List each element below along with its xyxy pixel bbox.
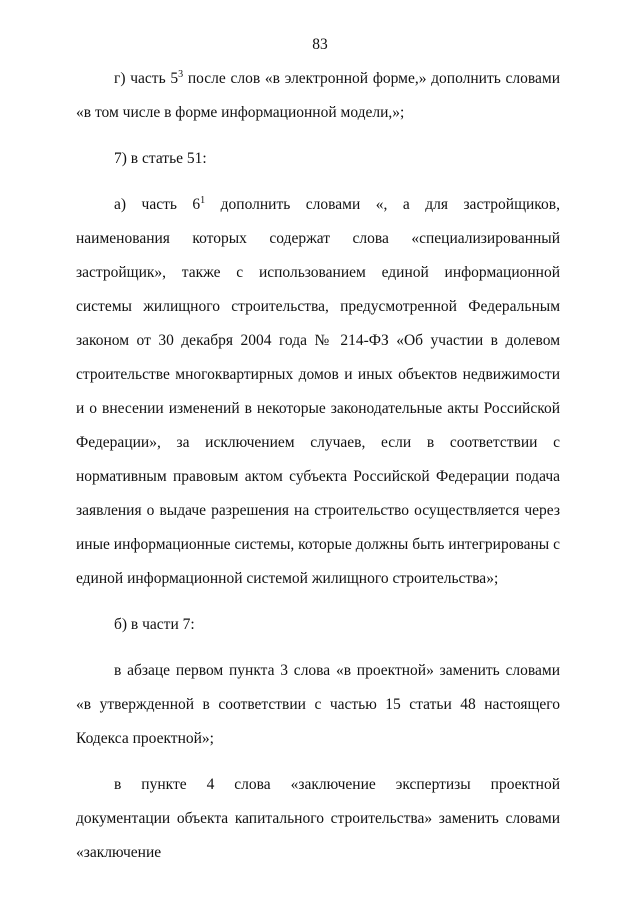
superscript: 1 <box>200 195 206 206</box>
paragraph-amendment-a <box>76 188 560 596</box>
paragraph-text: г) часть 5 <box>114 70 179 87</box>
paragraph-text: дополнить словами «, а для застройщиков, наименования которых содержат слова «специализированный застройщик», также с использованием единой информационной системы жилищного строительства, предусмотренной Федеральным законом от 30 декабря 2004 года № 214-ФЗ «Об участии в долевом строительстве многоквартирных домов и иных объектов недвижимости и о внесении изменений в некоторые законодательные акты Российской Федерации», за исключением случаев, если в соответствии с нормативным правовым актом субъекта Российской Федерации подача заявления о выдаче разрешения на строительство осуществляется через иные информационные системы, которые должны быть интегрированы с единой информационной системой жилищного строительства»; <box>76 196 560 587</box>
paragraph-item-4: в пункте 4 слова «заключение экспертизы проектной документации объекта капитального строительства» заменить словами «заключение <box>76 776 560 861</box>
superscript: 3 <box>178 69 184 80</box>
document-body <box>76 62 560 882</box>
paragraph-part-7: б) в части 7: <box>114 616 195 633</box>
paragraph-text: после слов «в электронной форме,» дополнить словами «в том числе в форме информационной модели,»; <box>76 70 560 121</box>
paragraph-text: а) часть 6 <box>114 196 201 213</box>
page-number: 83 <box>312 36 328 53</box>
paragraph-article-51: 7) в статье 51: <box>114 150 207 167</box>
paragraph-amendment-g <box>76 62 560 130</box>
paragraph-item-3: в абзаце первом пункта 3 слова «в проектной» заменить словами «в утвержденной в соответствии с частью 15 статьи 48 настоящего Кодекса проектной»; <box>76 662 560 747</box>
